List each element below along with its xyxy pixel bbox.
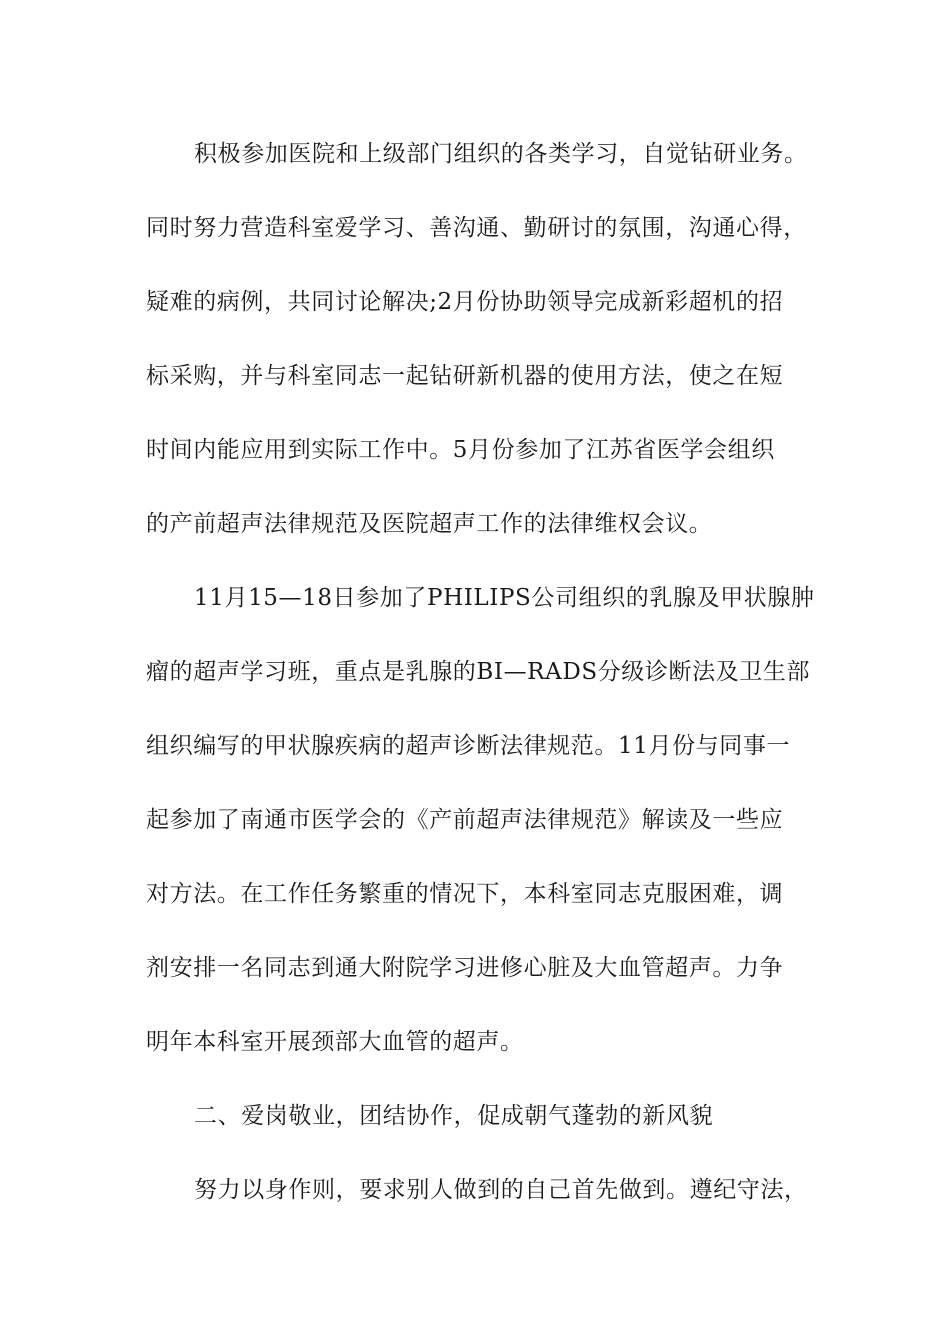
paragraph-1-line-2: 同时努力营造科室爱学习、善沟通、勤研讨的氛围，沟通心得， — [146, 215, 807, 241]
paragraph-1-line-5: 时间内能应用到实际工作中。5月份参加了江苏省医学会组织 — [146, 437, 775, 463]
paragraph-2-line-3: 组织编写的甲状腺疾病的超声诊断法律规范。11月份与同事一 — [146, 733, 791, 759]
paragraph-1-line-3: 疑难的病例，共同讨论解决;2月份协助领导完成新彩超机的招 — [146, 289, 784, 315]
paragraph-2-line-6: 剂安排一名同志到通大附院学习进修心脏及大血管超声。力争 — [146, 955, 784, 981]
paragraph-3-line-1: 努力以身作则，要求别人做到的自己首先做到。遵纪守法， — [194, 1177, 808, 1203]
paragraph-2-line-7: 明年本科室开展颈部大血管的超声。 — [146, 1029, 524, 1055]
paragraph-2-line-4: 起参加了南通市医学会的《产前超声法律规范》解读及一些应 — [146, 807, 784, 833]
paragraph-1-line-1: 积极参加医院和上级部门组织的各类学习，自觉钻研业务。 — [194, 141, 808, 167]
paragraph-2-line-1: 11月15—18日参加了PHILIPS公司组织的乳腺及甲状腺肿 — [194, 585, 815, 611]
section-heading: 二、爱岗敬业，团结协作，促成朝气蓬勃的新风貌 — [194, 1103, 714, 1129]
paragraph-2-line-2: 瘤的超声学习班，重点是乳腺的BI—RADS分级诊断法及卫生部 — [146, 659, 811, 685]
paragraph-1-line-4: 标采购，并与科室同志一起钻研新机器的使用方法，使之在短 — [146, 363, 784, 389]
paragraph-2-line-5: 对方法。在工作任务繁重的情况下，本科室同志克服困难，调 — [146, 881, 784, 907]
paragraph-1-line-6: 的产前超声法律规范及医院超声工作的法律维权会议。 — [146, 511, 713, 537]
